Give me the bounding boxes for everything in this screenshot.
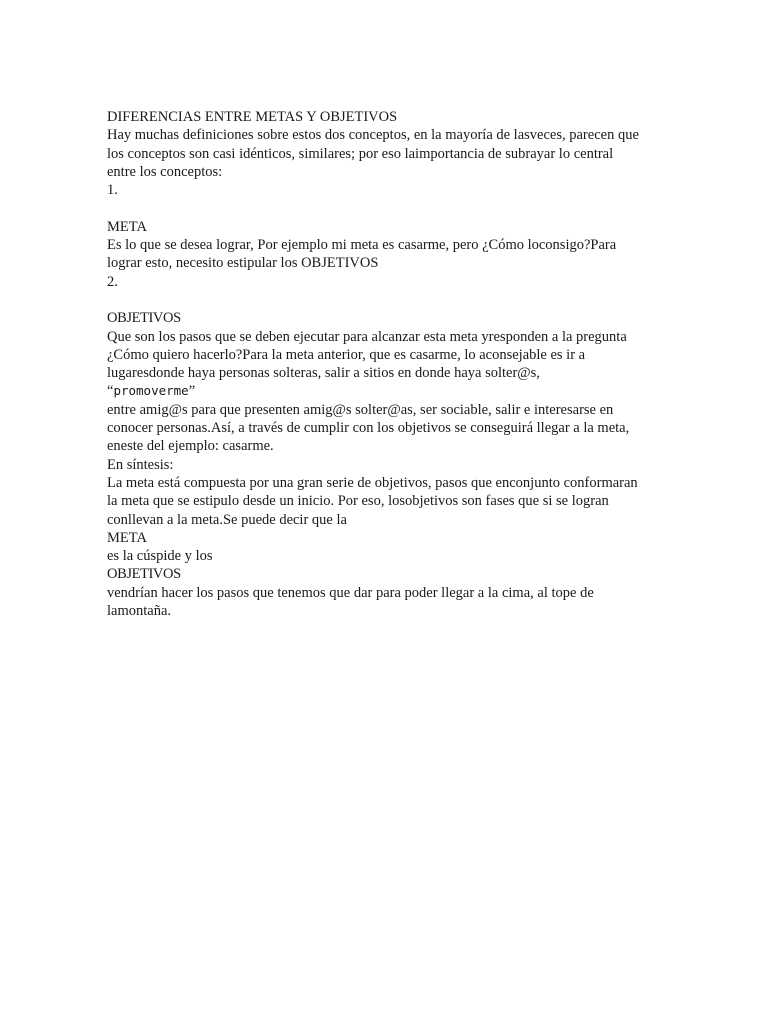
objetivos-text-line: Que son los pasos que se deben ejecutar para alcanzar esta meta yresponden a la pregunta: [107, 328, 627, 345]
intro-line: entre los conceptos:: [107, 163, 223, 180]
spacer: [107, 199, 707, 217]
list-number-1: 1.: [107, 182, 118, 199]
list-number-2: 2.: [107, 273, 118, 290]
objetivos-text-line: eneste del ejemplo: casarme.: [107, 438, 274, 455]
objetivos-text-line: ¿Cómo quiero hacerlo?Para la meta anterior, que es casarme, lo aconsejable es ir a: [107, 346, 586, 363]
document-page: [107, 108, 707, 620]
objetivos-word: OBJETIVOS: [107, 566, 181, 583]
intro-line: los conceptos son casi idénticos, similares; por eso laimportancia de subrayar lo central: [107, 145, 614, 162]
objetivos-text-line: entre amig@s para que presenten amig@s solter@as, ser sociable, salir e interesarse en: [107, 401, 614, 418]
meta-word: META: [107, 529, 147, 546]
objetivos-text-line: lugaresdonde haya personas solteras, salir a sitios en donde haya solter@s,: [107, 365, 540, 382]
meta-text-line: lograr esto, necesito estipular los OBJETIVOS: [107, 255, 379, 272]
promoverme-line: [107, 382, 707, 400]
sintesis-text-line: la meta que se estipulo desde un inicio. Por eso, losobjetivos son fases que si se logran: [107, 493, 609, 510]
final-text-line: lamontaña.: [107, 603, 172, 620]
final-text-line: vendrían hacer los pasos que tenemos que dar para poder llegar a la cima, al tope de: [107, 584, 594, 601]
objetivos-heading: OBJETIVOS: [107, 310, 181, 327]
objetivos-text-line: conocer personas.Así, a través de cumplir con los objetivos se conseguirá llegar a la meta,: [107, 420, 630, 437]
sintesis-text-line: La meta está compuesta por una gran serie de objetivos, pasos que enconjunto conformaran: [107, 474, 638, 491]
meta-heading: META: [107, 218, 147, 235]
open-quote: “: [107, 383, 114, 400]
spacer: [107, 291, 707, 309]
document-title: DIFERENCIAS ENTRE METAS Y OBJETIVOS: [107, 109, 398, 125]
intro-line: Hay muchas definiciones sobre estos dos conceptos, en la mayoría de lasveces, parecen que: [107, 127, 639, 144]
meta-text-line: Es lo que se desea lograr, Por ejemplo mi meta es casarme, pero ¿Cómo loconsigo?Para: [107, 237, 617, 254]
cuspide-text: es la cúspide y los: [107, 548, 213, 565]
close-quote: ”: [188, 383, 196, 400]
promoverme-word: promoverme: [113, 383, 189, 399]
sintesis-heading: En síntesis:: [107, 456, 174, 473]
sintesis-text-line: conllevan a la meta.Se puede decir que la: [107, 511, 347, 528]
